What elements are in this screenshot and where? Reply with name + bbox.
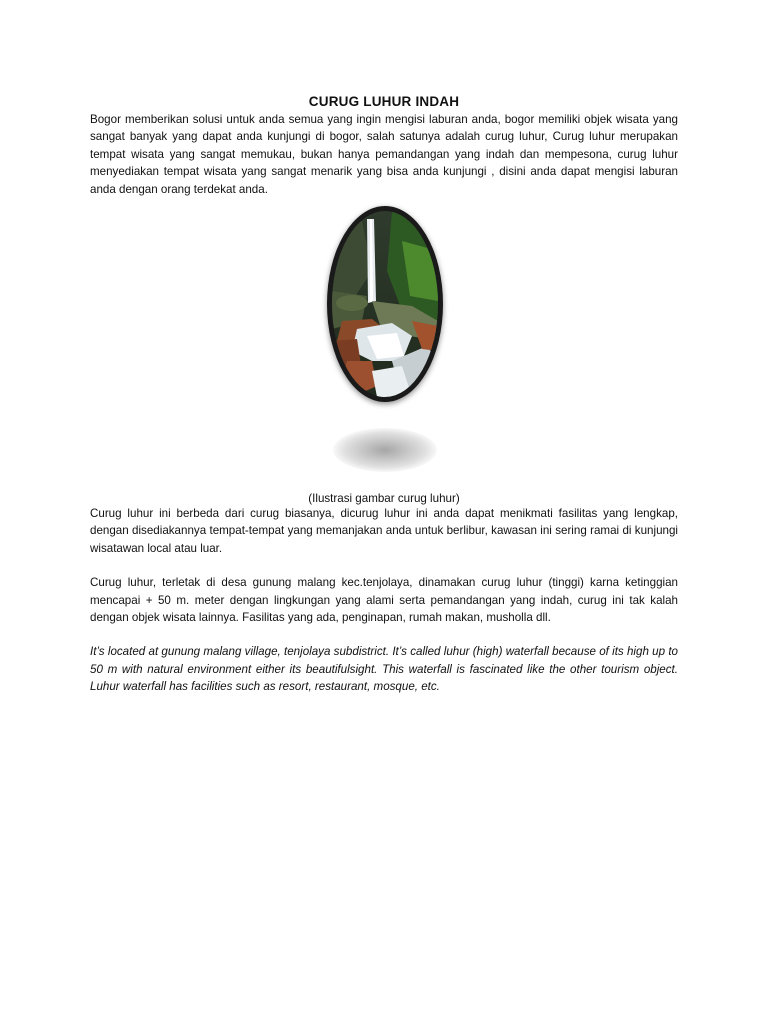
image-caption: (Ilustrasi gambar curug luhur) [308,492,460,506]
document-title: CURUG LUHUR INDAH [308,94,460,109]
english-paragraph: It’s located at gunung malang village, tenjolaya subdistrict. It’s called luhur (high) waterfall because of its high up to 50 m with natural environment either its beautifulsight. This waterfall is fascinated like the other tourism object. Luhur waterfall has facilities such as resort, restaurant, mosque, etc. [90,645,678,694]
waterfall-photo-frame [327,206,443,402]
waterfall-photo [332,211,438,397]
intro-paragraph: Bogor memberikan solusi untuk anda semua yang ingin mengisi laburan anda, bogor memiliki objek wisata yang sangat banyak yang dapat anda kunjungi di bogor, salah satunya adalah curug luhur, Curug luhur merupakan tempat wisata yang sangat memukau, bukan hanya pemandangan yang indah dan mempesona, curug luhur menyediakan tempat wisata yang sangat menarik yang bisa anda kunjungi , disini anda dapat mengisi laburan anda dengan orang terdekat anda. [90,113,678,196]
document-page [90,94,678,696]
paragraph-2: Curug luhur ini berbeda dari curug biasanya, dicurug luhur ini anda dapat menikmati fasilitas yang lengkap, dengan disediakannya tempat-tempat yang memanjakan anda untuk berlibur, kawasan ini sering ramai di kunjungi wisatawan local atau luar. [90,507,678,555]
photo-drop-shadow [333,428,437,472]
paragraph-3: Curug luhur, terletak di desa gunung malang kec.tenjolaya, dinamakan curug luhur (tinggi) karna ketinggian mencapai + 50 m. meter dengan lingkungan yang alami serta pemandangan yang indah, curug ini tak kalah dengan objek wisata lainnya. Fasilitas yang ada, penginapan, rumah makan, musholla dll. [90,576,678,625]
waterfall-figure [90,206,678,486]
